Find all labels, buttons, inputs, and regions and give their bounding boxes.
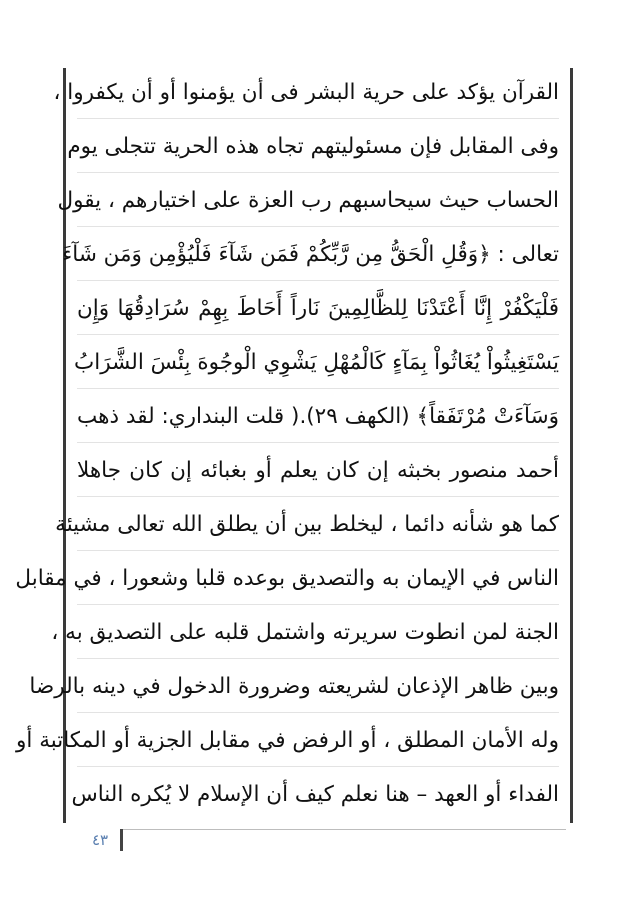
- body-text: [15, 68, 559, 823]
- text-line: الفداء أو العهد – هنا نعلم كيف أن الإسلام لا يُكره الناس: [71, 782, 559, 807]
- text-line: كما هو شأنه دائما ، ليخلط بين أن يطلق الله تعالى مشيئة: [77, 500, 559, 551]
- text-line: الناس في الإيمان به والتصديق بوعده قلبا وشعورا ، في مقابل: [77, 554, 559, 605]
- right-border: [570, 68, 573, 823]
- text-line: فَلْيَكْفُرْ إِنَّا أَعْتَدْنَا لِلظَّالِمِينَ نَاراً أَحَاطَ بِهِمْ سُرَادِقُهَا وَإِن: [77, 284, 559, 335]
- text-line: الجنة لمن انطوت سريرته واشتمل قلبه على التصديق به ،: [77, 608, 559, 659]
- footer-rule: [122, 829, 566, 830]
- text-line: الحساب حيث سيحاسبهم رب العزة على اختيارهم ، يقول: [77, 176, 559, 227]
- text-line: وفى المقابل فإن مسئوليتهم تجاه هذه الحرية تتجلى يوم: [77, 122, 559, 173]
- text-line: يَسْتَغِيثُواْ يُغَاثُواْ بِمَآءٍ كَالْمُهْلِ يَشْوِي الْوجُوهَ بِئْسَ الشَّرَابُ: [77, 338, 559, 389]
- text-line: تعالى : ﴿وَقُلِ الْحَقُّ مِن رَّبِّكُمْ فَمَن شَآءَ فَلْيُؤْمِن وَمَن شَآءَ: [77, 230, 559, 281]
- text-line: أحمد منصور بخبثه إن كان يعلم أو بغبائه إن كان جاهلا: [77, 446, 559, 497]
- text-line: وله الأمان المطلق ، أو الرفض في مقابل الجزية أو المكاتبة أو: [77, 716, 559, 767]
- text-line: وَسَآءَتْ مُرْتَفَقاً﴾ (الكهف ٢٩).( قلت البنداري: لقد ذهب: [77, 392, 559, 443]
- footer-divider: [120, 829, 123, 851]
- page-number: ٤٣: [91, 831, 109, 849]
- text-line: القرآن يؤكد على حرية البشر فى أن يؤمنوا أو أن يكفروا ،: [77, 68, 559, 119]
- text-line: وبين ظاهر الإذعان لشريعته وضرورة الدخول في دينه بالرضا: [77, 662, 559, 713]
- page-frame: [15, 68, 573, 823]
